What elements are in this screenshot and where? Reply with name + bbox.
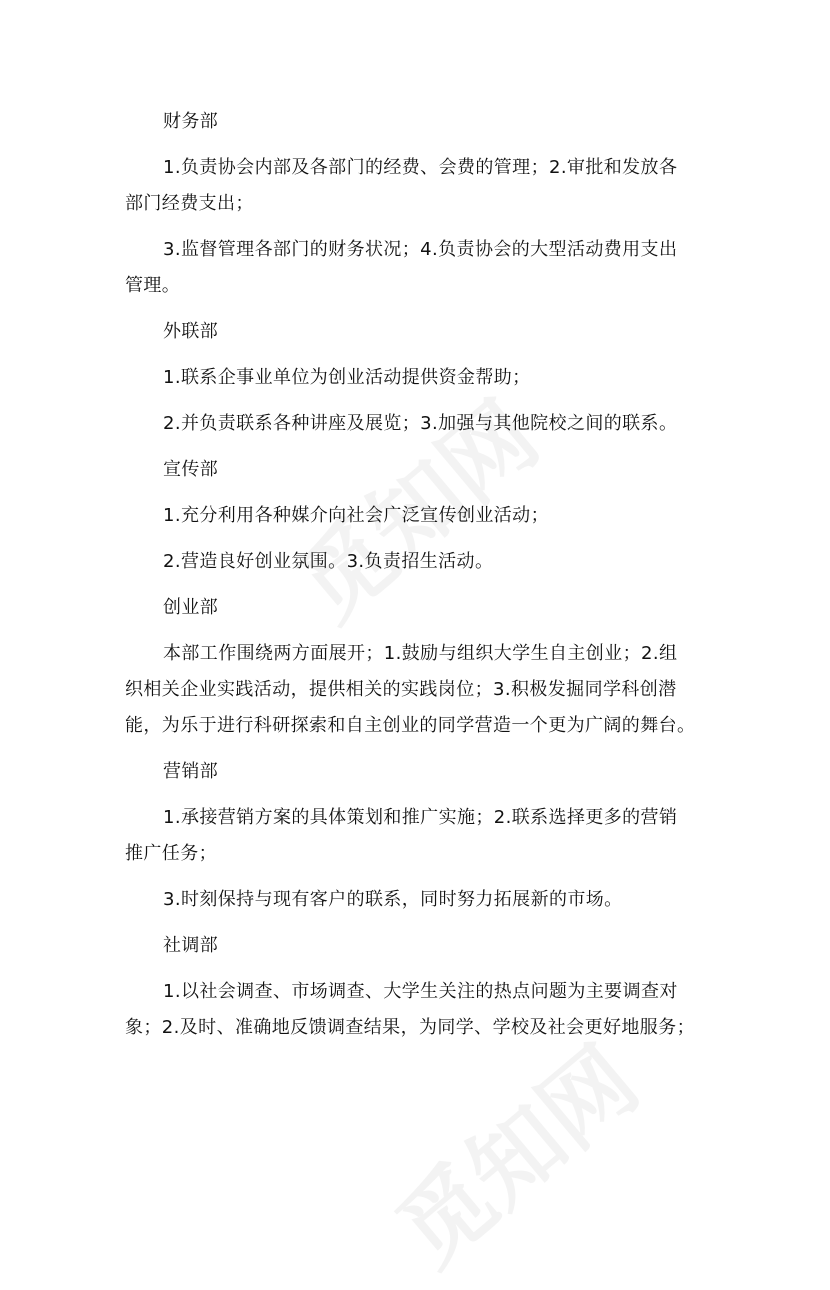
paragraph-line: 象；2.及时、准确地反馈调查结果，为同学、学校及社会更好地服务； (125, 1017, 695, 1038)
paragraph-line: 1.承接营销方案的具体策划和推广实施；2.联系选择更多的营销 (163, 807, 678, 828)
paragraph-heading (125, 452, 717, 488)
paragraph-line: 社调部 (163, 935, 219, 956)
paragraph-line: 1.负责协会内部及各部门的经费、会费的管理；2.审批和发放各 (163, 157, 678, 178)
paragraph-heading (125, 314, 717, 350)
paragraph-heading (125, 754, 717, 790)
paragraph (125, 498, 717, 534)
paragraph-line: 3.监督管理各部门的财务状况；4.负责协会的大型活动费用支出 (163, 239, 678, 260)
paragraph-heading (125, 590, 717, 626)
paragraph-line: 宣传部 (163, 459, 219, 480)
paragraph-line: 2.营造良好创业氛围。3.负责招生活动。 (163, 551, 494, 572)
paragraph-line: 1.以社会调查、市场调查、大学生关注的热点问题为主要调查对 (163, 981, 678, 1002)
paragraph-line: 财务部 (163, 111, 219, 132)
paragraph (125, 544, 717, 580)
paragraph-line: 织相关企业实践活动，提供相关的实践岗位；3.积极发掘同学科创潜 (125, 679, 677, 700)
paragraph-line: 营销部 (163, 761, 219, 782)
paragraph-line: 部门经费支出； (125, 193, 254, 214)
paragraph-line: 1.联系企事业单位为创业活动提供资金帮助； (163, 367, 531, 388)
paragraph-heading (125, 928, 717, 964)
paragraph-line: 1.充分利用各种媒介向社会广泛宣传创业活动； (163, 505, 549, 526)
paragraph-line: 能，为乐于进行科研探索和自主创业的同学营造一个更为广阔的舞台。 (125, 715, 696, 736)
paragraph (125, 406, 717, 442)
document-body (125, 104, 717, 1056)
paragraph-line: 创业部 (163, 597, 219, 618)
paragraph-heading (125, 104, 717, 140)
paragraph (125, 636, 717, 744)
paragraph (125, 974, 717, 1046)
paragraph-line: 本部工作围绕两方面展开；1.鼓励与组织大学生自主创业；2.组 (163, 643, 678, 664)
paragraph-line: 外联部 (163, 321, 219, 342)
paragraph-line: 3.时刻保持与现有客户的联系，同时努力拓展新的市场。 (163, 889, 623, 910)
paragraph-line: 2.并负责联系各种讲座及展览；3.加强与其他院校之间的联系。 (163, 413, 678, 434)
paragraph (125, 882, 717, 918)
paragraph-line: 管理。 (125, 275, 181, 296)
paragraph-line: 推广任务； (125, 843, 217, 864)
paragraph (125, 232, 717, 304)
paragraph (125, 800, 717, 872)
paragraph (125, 150, 717, 222)
paragraph (125, 360, 717, 396)
